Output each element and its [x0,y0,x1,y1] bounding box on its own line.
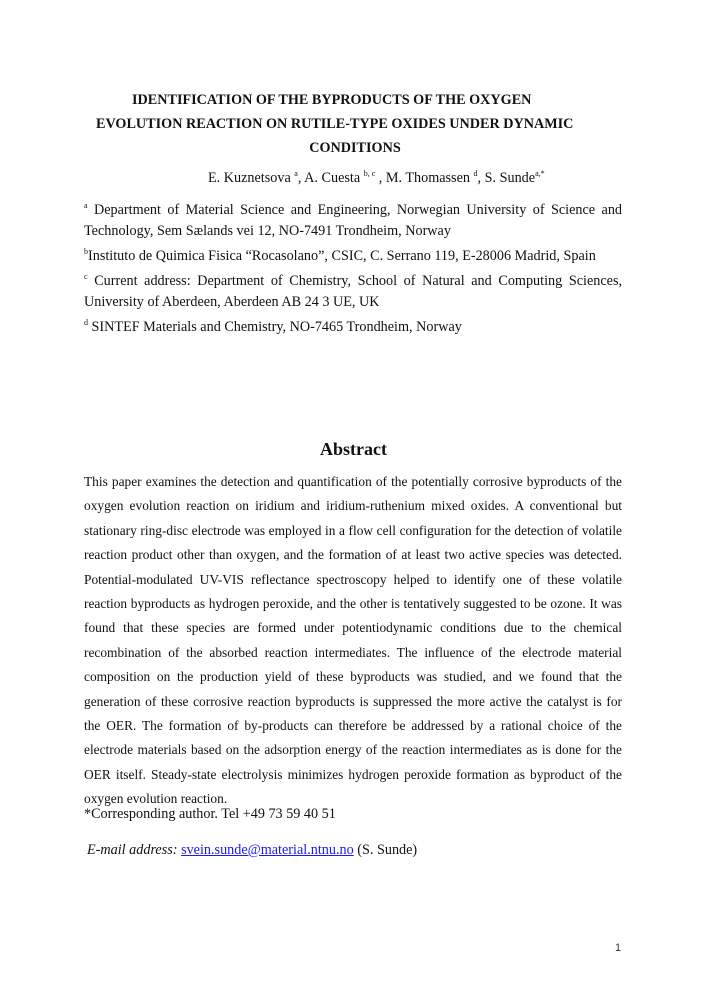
affiliation-a [84,200,622,242]
author-list: E. Kuznetsova $^a$, A. Cuesta $^{b, c}$ , M. Thomassen $^d$, S. Sunde$^{a,*}$ [208,169,545,186]
title-line-2: EVOLUTION REACTION ON RUTILE-TYPE OXIDES UNDER DYNAMIC [96,116,574,132]
title-line-3: CONDITIONS [309,140,401,156]
email-owner: (S. Sunde) [357,842,418,858]
affiliation-d [84,317,622,338]
affiliation-mark: d [84,318,88,327]
affiliation-text: Instituto de Quimica Fisica “Rocasolano”, CSIC, C. Serrano 119, E-28006 Madrid, Spain [88,248,596,264]
author-affiliation-mark: a,* [535,169,545,178]
abstract-heading: Abstract [320,439,387,459]
author-affiliation-mark: a [294,169,298,178]
author-affiliation-mark: b, c [363,169,376,178]
author-name: M. Thomassen [385,170,470,186]
email-line [87,842,417,859]
page-number: 1 [615,942,622,954]
email-link[interactable]: svein.sunde@material.ntnu.no [181,842,354,858]
affiliation-text: SINTEF Materials and Chemistry, NO-7465 Trondheim, Norway [91,319,462,335]
author-name: A. Cuesta [304,170,361,186]
affiliation-text: Department of Material Science and Engineering, Norwegian University of Science and Technology, Sem Sælands vei 12, NO-7491 Trondheim, Norway [84,202,623,239]
email-label: E-mail address: [87,842,178,858]
affiliation-mark: b [84,247,88,256]
paper-title [80,88,630,160]
affiliation-mark: c [84,272,88,281]
abstract-body: This paper examines the detection and quantification of the potentially corrosive byproducts of the oxygen evolution reaction on iridium and iridium-ruthenium mixed oxides. A conventional but stationary ring-disc electrode was employed in a flow cell configuration for the detection of volatile reaction product other than oxygen, and the formation of at least two active species was detected. Potential-modulated UV-VIS reflectance spectroscopy helped to identify one of these volatile reaction byproducts as hydrogen peroxide, and the other is tentatively suggested to be ozone. It was found that these species are formed under potentiodynamic conditions due to the chemical recombination of the absorbed reaction intermediates. The influence of the electrode material composition on the production yield of these byproducts was studied, and we found that the generation of these corrosive reaction byproducts is suppressed the more active the catalyst is for the OER. The formation of by-products can therefore be addressed by a rational choice of the electrode materials based on the adsorption energy of the reaction intermediates as is done for the OER itself. Steady-state electrolysis minimizes hydrogen peroxide formation as byproduct of the oxygen evolution reaction. [84,474,622,807]
author-name: S. Sunde [484,170,536,186]
affiliation-mark: a [84,201,88,210]
title-line-1: IDENTIFICATION OF THE BYPRODUCTS OF THE OXYGEN [132,92,532,108]
author-affiliation-mark: d [473,169,478,178]
corresponding-author: *Corresponding author. Tel +49 73 59 40 51 [84,806,336,822]
affiliation-b [84,246,622,267]
affiliation-text: Current address: Department of Chemistry, School of Natural and Computing Sciences, University of Aberdeen, Aberdeen AB 24 3 UE, UK [84,273,623,310]
affiliation-c [84,271,622,313]
author-name: E. Kuznetsova [208,170,291,186]
